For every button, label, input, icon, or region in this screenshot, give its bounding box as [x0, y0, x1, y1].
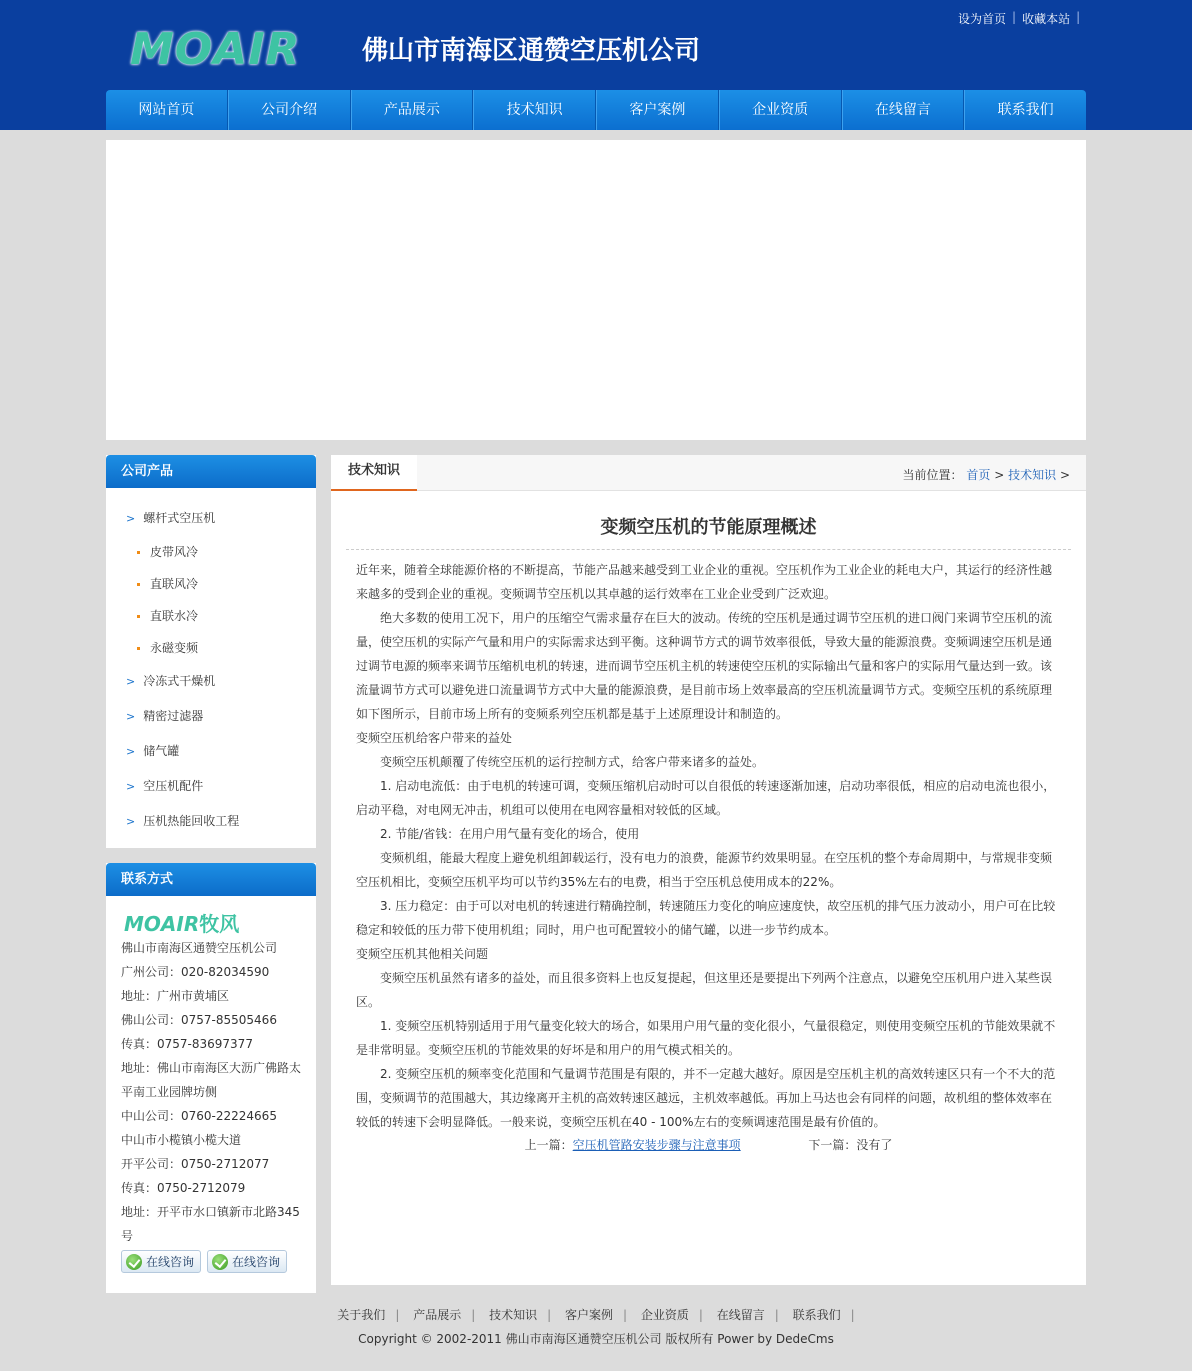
contact-line: 地址：开平市水口镇新市北路345 — [121, 1205, 300, 1219]
contact-line: 佛山公司：0757-85505466 — [121, 1013, 277, 1027]
breadcrumb-separator: > — [994, 468, 1005, 482]
article-paragraph: 2. 节能/省钱：在用户用气量有变化的场合，使用 — [380, 827, 640, 841]
prev-label: 上一篇： — [524, 1138, 573, 1152]
header-top-links — [958, 10, 1080, 27]
subcategory-item[interactable] — [106, 571, 316, 603]
separator: | — [1076, 10, 1081, 24]
footer-link-cases[interactable]: 客户案例 — [564, 1308, 613, 1322]
next-article-text: 没有了 — [856, 1138, 893, 1152]
category-label: 精密过滤器 — [143, 709, 204, 723]
nav-item-home[interactable]: 网站首页 — [106, 90, 228, 130]
article-paragraph: 3. 压力稳定：由于可以对电机的转速进行精确控制，转速随压力变化的响应速度快，故空压机的排气压力波动小，用户可在比较稳定和较低的压力带下使用机组；同时，用户也可配置较小的储气罐，以进一步节约成本。 — [356, 899, 1056, 937]
category-item[interactable] — [106, 737, 316, 772]
prev-article-link[interactable]: 空压机管路安装步骤与注意事项 — [572, 1138, 741, 1152]
section-tab: 技术知识 — [331, 455, 417, 491]
category-item[interactable] — [106, 504, 316, 539]
category-label: 冷冻式干燥机 — [143, 674, 216, 688]
contact-line: 广州公司：020-82034590 — [121, 965, 270, 979]
contact-line: 地址：佛山市南海区大沥广佛路太 — [121, 1061, 302, 1075]
bullet-icon — [137, 615, 140, 618]
nav-item-cases[interactable]: 客户案例 — [596, 90, 719, 130]
qq-icon — [126, 1254, 142, 1270]
article-paragraph: 绝大多数的使用工况下，用户的压缩空气需求量存在巨大的波动。传统的空压机是通过调节空压机的进口阀门来调节空压机的流量，使空压机的实际产气量和用户的实际需求达到平衡。这种调节方式的调节效率很低，导致大量的能源浪费。变频调速空压机是通过调节电源的频率来调节压缩机电机的转速，进而调节空压机主机的转速使空压机的实际输出气量和客户的实际用气量达到一致。该流量调节方式可以避免进口流量调节方式中大量的能源浪费，是目前市场上效率最高的空压机流量调节方式。变频空压机的系统原理如下图所示，目前市场上所有的变频系列空压机都是基于上述原理设计和制造的。 — [356, 611, 1053, 721]
chevron-right-icon: > — [126, 675, 136, 688]
main-nav — [106, 90, 1086, 130]
bullet-icon — [137, 647, 140, 650]
article-title: 变频空压机的节能原理概述 — [600, 517, 817, 538]
category-item[interactable] — [106, 807, 316, 842]
chevron-right-icon: > — [126, 780, 136, 793]
article-paragraph: 2. 变频空压机的频率变化范围和气量调节范围是有限的，并不一定越大越好。原因是空压机主机的高效转速区只有一个不大的范围，变频调节的范围越大，其边缘离开主机的高效转速区越远，主机效率越低。再加上马达也会有同样的问题，故机组的整体效率在较低的转速下会明显降低。一般来说，变频空压机在40 - 100%左右的变频调速范围是最有价值的。 — [356, 1067, 1056, 1129]
article-panel — [331, 455, 1086, 1285]
contact-panel — [106, 863, 316, 1293]
breadcrumb-tech[interactable]: 技术知识 — [1008, 468, 1057, 482]
subcategory-item[interactable] — [106, 603, 316, 635]
online-consult-button[interactable] — [207, 1250, 287, 1273]
footer-link-about[interactable]: 关于我们 — [337, 1308, 386, 1322]
bullet-icon — [137, 551, 140, 554]
article-paragraph: 变频空压机颠覆了传统空压机的运行控制方式，给客户带来诸多的益处。 — [380, 755, 765, 769]
category-label: 压机热能回收工程 — [143, 814, 240, 828]
qq-buttons — [106, 1248, 316, 1275]
article-paragraph: 近年来，随着全球能源价格的不断提高，节能产品越来越受到工业企业的重视。空压机作为工业企业的耗电大户，其运行的经济性越来越多的受到企业的重视。变频调节空压机以其卓越的运行效率在工业企业受到广泛欢迎。 — [356, 563, 1053, 601]
contact-line: 号 — [121, 1229, 134, 1243]
online-consult-button[interactable] — [121, 1250, 201, 1273]
set-homepage-link[interactable]: 设为首页 — [958, 12, 1007, 26]
nav-item-products[interactable]: 产品展示 — [351, 90, 474, 130]
category-item[interactable] — [106, 667, 316, 702]
qq-icon — [212, 1254, 228, 1270]
subcategory-label: 直联风冷 — [150, 577, 199, 591]
footer-link-message[interactable]: 在线留言 — [716, 1308, 765, 1322]
copyright: Copyright © 2002-2011 佛山市南海区通赞空压机公司 版权所有 Power by DedeCms — [358, 1332, 834, 1346]
bookmark-link[interactable]: 收藏本站 — [1022, 12, 1071, 26]
contact-line: 佛山市南海区通赞空压机公司 — [121, 941, 278, 955]
contact-info — [106, 936, 316, 1248]
company-name: 佛山市南海区通赞空压机公司 — [362, 36, 701, 66]
qq-label: 在线咨询 — [232, 1255, 281, 1269]
contact-line: 中山市小榄镇小榄大道 — [121, 1133, 242, 1147]
nav-item-qualification[interactable]: 企业资质 — [719, 90, 842, 130]
banner-area — [106, 140, 1086, 440]
chevron-right-icon: > — [126, 815, 136, 828]
products-title: 公司产品 — [106, 455, 316, 488]
category-item[interactable] — [106, 702, 316, 737]
breadcrumb-home[interactable]: 首页 — [966, 468, 991, 482]
contact-title: 联系方式 — [106, 863, 316, 896]
nav-item-message[interactable]: 在线留言 — [842, 90, 965, 130]
site-header — [0, 0, 1192, 130]
next-label: 下一篇： — [808, 1138, 857, 1152]
subcategory-label: 永磁变频 — [150, 641, 199, 655]
article-header — [331, 455, 1086, 491]
chevron-right-icon: > — [126, 512, 136, 525]
contact-line: 传真：0750-2712079 — [121, 1181, 246, 1195]
footer-links: 关于我们 | 产品展示 | 技术知识 | 客户案例 | 企业资质 | 在线留言 | 联系我们 | — [337, 1308, 855, 1322]
separator: | — [1012, 10, 1017, 24]
footer-link-products[interactable]: 产品展示 — [413, 1308, 462, 1322]
footer-link-qualification[interactable]: 企业资质 — [640, 1308, 689, 1322]
article-body — [331, 550, 1086, 1156]
article-subheading: 变频空压机其他相关问题 — [356, 947, 489, 961]
footer-link-contact[interactable]: 联系我们 — [792, 1308, 841, 1322]
nav-item-about[interactable]: 公司介绍 — [228, 90, 351, 130]
contact-logo-text: MOAIR — [124, 912, 200, 936]
category-label: 螺杆式空压机 — [143, 511, 216, 525]
article-paragraph: 变频机组，能最大程度上避免机组卸载运行，没有电力的浪费，能源节约效果明显。在空压机的整个寿命周期中，与常规非变频空压机相比，变频空压机平均可以节约35%左右的电费，相当于空压机总使用成本的22%。 — [356, 851, 1053, 889]
breadcrumb-separator: > — [1059, 468, 1070, 482]
subcategory-label: 直联水冷 — [150, 609, 199, 623]
site-logo[interactable]: MOAIR — [130, 24, 301, 75]
contact-line: 传真：0757-83697377 — [121, 1037, 253, 1051]
article-paragraph: 变频空压机虽然有诸多的益处，而且很多资料上也反复提起，但这里还是要提出下列两个注意点，以避免空压机用户进入某些误区。 — [356, 971, 1053, 1009]
chevron-right-icon: > — [126, 745, 136, 758]
contact-line: 中山公司：0760-22224665 — [121, 1109, 277, 1123]
article-subheading: 变频空压机给客户带来的益处 — [356, 731, 513, 745]
contact-line: 地址：广州市黄埔区 — [121, 989, 230, 1003]
subcategory-label: 皮带风冷 — [150, 545, 199, 559]
article-paragraph: 1. 变频空压机特别适用于用气量变化较大的场合，如果用户用气量的变化很小，气量很稳定，则使用变频空压机的节能效果就不是非常明显。变频空压机的节能效果的好坏是和用户的用气模式相关的。 — [356, 1019, 1056, 1057]
contact-logo — [106, 896, 316, 936]
category-label: 空压机配件 — [143, 779, 204, 793]
contact-line: 平南工业园牌坊侧 — [121, 1085, 218, 1099]
subcategory-item[interactable] — [106, 635, 316, 667]
contact-line: 开平公司：0750-2712077 — [121, 1157, 270, 1171]
qq-label: 在线咨询 — [146, 1255, 195, 1269]
category-label: 储气罐 — [143, 744, 180, 758]
products-panel — [106, 455, 316, 848]
footer-link-tech[interactable]: 技术知识 — [489, 1308, 538, 1322]
subcategory-item[interactable] — [106, 539, 316, 571]
nav-item-contact[interactable]: 联系我们 — [964, 90, 1086, 130]
product-category-list — [106, 488, 316, 842]
breadcrumb — [903, 466, 1070, 483]
contact-logo-cn: 牧风 — [199, 912, 240, 936]
category-item[interactable] — [106, 772, 316, 807]
article-paragraph: 1. 启动电流低：由于电机的转速可调，变频压缩机启动时可以自很低的转速逐渐加速，启动功率很低，相应的启动电流也很小，启动平稳，对电网无冲击，机组可以使用在电网容量相对较低的区域。 — [356, 779, 1056, 817]
bullet-icon — [137, 583, 140, 586]
breadcrumb-prefix: 当前位置： — [902, 468, 963, 482]
prev-next-nav — [356, 1134, 1061, 1156]
nav-item-tech[interactable]: 技术知识 — [473, 90, 596, 130]
chevron-right-icon: > — [126, 710, 136, 723]
